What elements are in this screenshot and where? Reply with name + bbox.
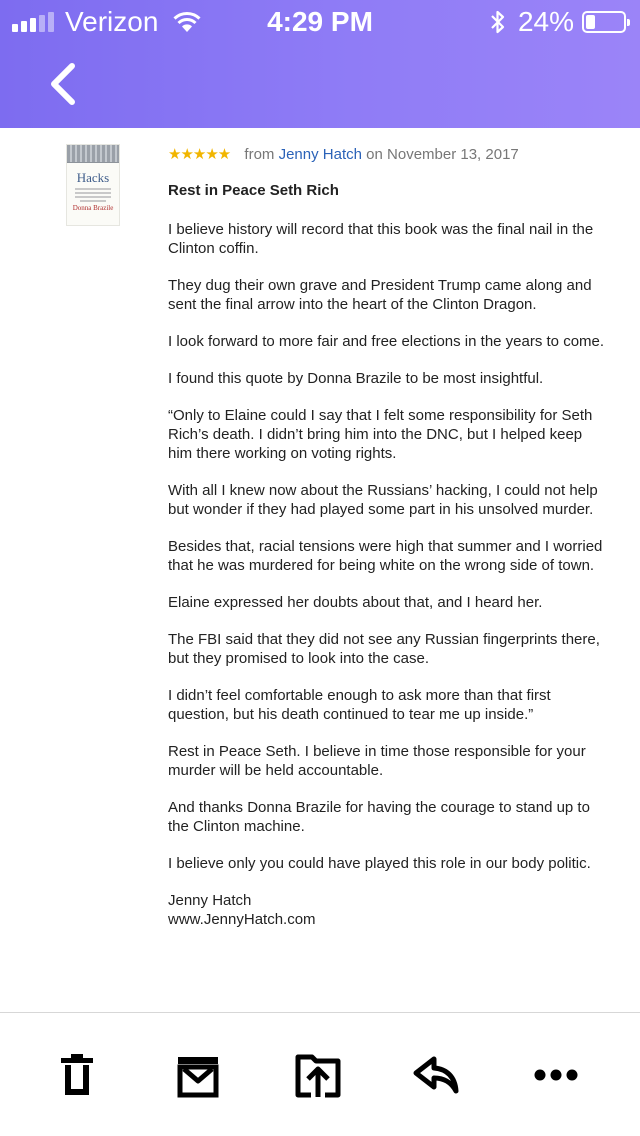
review	[168, 146, 608, 947]
reply-icon[interactable]	[412, 1051, 460, 1099]
book-cover-title: Hacks	[76, 170, 110, 185]
book-cover-building	[67, 145, 119, 163]
review-date: November 13, 2017	[387, 146, 519, 163]
trash-icon[interactable]	[53, 1051, 101, 1099]
review-content[interactable]	[0, 128, 640, 1012]
book-cover-author: Donna Brazile	[72, 204, 114, 212]
review-body	[168, 220, 608, 929]
review-paragraph: I believe only you could have played this role in our body politic.	[168, 855, 591, 872]
battery-fill	[586, 15, 595, 29]
signature-name: Jenny Hatch	[168, 892, 252, 909]
back-button[interactable]	[44, 62, 84, 106]
review-paragraph: Besides that, racial tensions were high that summer and I worried that he was murdered for being white on the wrong side of town.	[168, 538, 603, 574]
from-label: from	[244, 146, 275, 163]
carrier-name: Verizon	[65, 6, 159, 37]
bluetooth-icon	[490, 10, 506, 34]
review-paragraph: I found this quote by Donna Brazile to be most insightful.	[168, 370, 544, 387]
book-cover-image	[66, 144, 120, 226]
app-header	[0, 0, 640, 128]
review-meta	[168, 146, 608, 164]
status-time: 4:29 PM	[267, 6, 373, 37]
review-paragraph: With all I knew now about the Russians’ hacking, I could not help but wonder if they had played some part in his unsolved murder.	[168, 482, 598, 518]
battery-percent: 24%	[517, 6, 574, 37]
move-to-folder-icon[interactable]	[294, 1051, 342, 1099]
review-paragraph: They dug their own grave and President Trump came along and sent the final arrow into the heart of the Clinton Dragon.	[168, 277, 592, 313]
signature	[168, 891, 608, 929]
review-paragraph: And thanks Donna Brazile for having the courage to stand up to the Clinton machine.	[168, 799, 590, 835]
signature-url: www.JennyHatch.com	[168, 911, 316, 928]
book-cover-subtitle-lines	[75, 188, 111, 202]
star-rating: ★★★★★	[168, 146, 231, 163]
more-icon[interactable]	[532, 1051, 580, 1099]
bottom-toolbar	[0, 1013, 640, 1136]
review-paragraph: Rest in Peace Seth. I believe in time those responsible for your murder will be held accountable.	[168, 743, 586, 779]
on-label: on	[366, 146, 383, 163]
reviewer-link[interactable]: Jenny Hatch	[278, 146, 362, 163]
review-paragraph: I believe history will record that this book was the final nail in the Clinton coffin.	[168, 221, 594, 257]
review-paragraph: “Only to Elaine could I say that I felt some responsibility for Seth Rich’s death. I didn’t bring him into the DNC, but I helped keep him there working on voting rights.	[168, 407, 593, 462]
review-paragraph: I look forward to more fair and free elections in the years to come.	[168, 333, 605, 350]
battery-icon	[582, 11, 626, 33]
review-paragraph: Elaine expressed her doubts about that, and I heard her.	[168, 594, 543, 611]
review-paragraph: The FBI said that they did not see any Russian fingerprints there, but they promised to look into the case.	[168, 631, 600, 667]
review-paragraph: I didn’t feel comfortable enough to ask more than that first question, but his death continued to tear me up inside.”	[168, 687, 551, 723]
archive-icon[interactable]	[174, 1051, 222, 1099]
status-bar	[0, 0, 640, 40]
review-title: Rest in Peace Seth Rich	[168, 182, 339, 199]
status-right	[490, 6, 626, 38]
